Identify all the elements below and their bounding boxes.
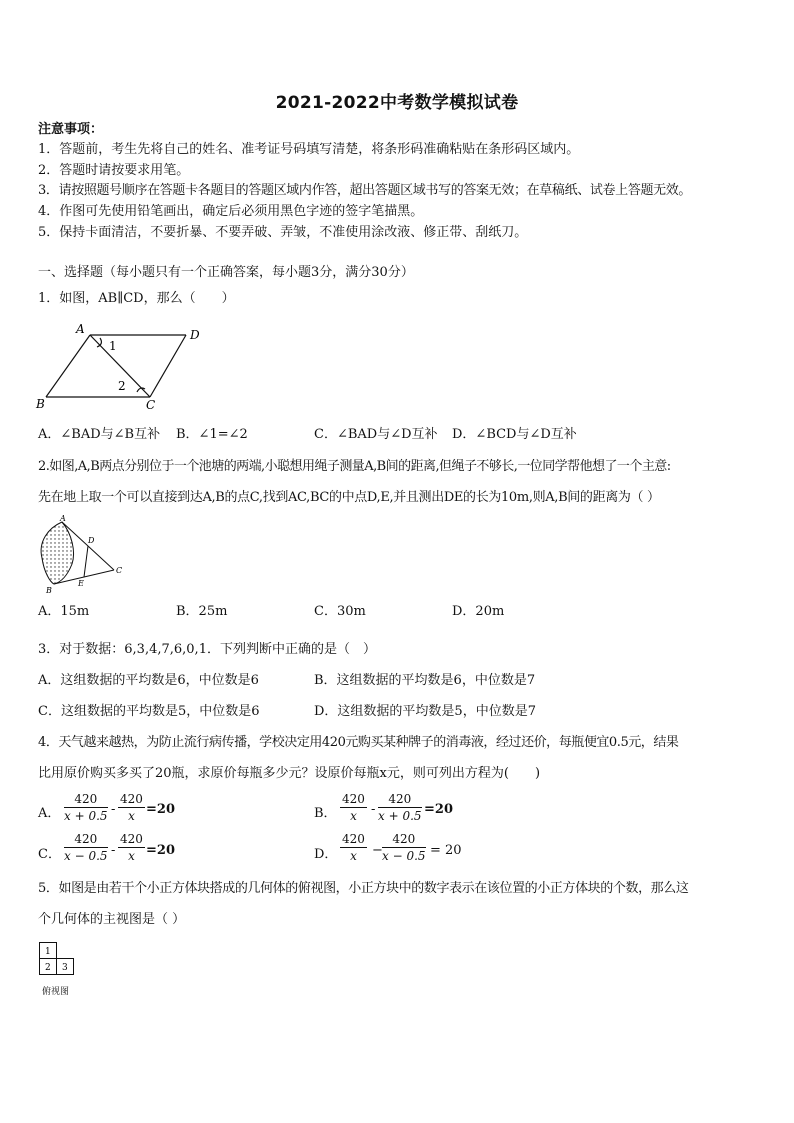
q4-c-fraction-2: $\frac{420}{x}$ <box>120 832 143 863</box>
q2-stem-line1: 2.如图,A,B两点分别位于一个池塘的两端,小聪想用绳子测量A,B间的距离,但绳子不够长,一位同学帮他想了一个主意: <box>38 459 671 474</box>
q2-pond-figure <box>34 514 126 596</box>
q5-grid-cell-3: 3 <box>62 963 68 973</box>
q5-grid-cell-2: 2 <box>45 963 51 973</box>
notice-heading: 注意事项： <box>38 122 104 137</box>
notice-item-1: 1．答题前，考生先将自己的姓名、准考证号码填写清楚，将条形码准确粘贴在条形码区域内。 <box>38 142 580 157</box>
q2-label-d: D <box>88 536 95 545</box>
page-title: 2021-2022中考数学模拟试卷 <box>275 93 519 113</box>
notice-item-5: 5．保持卡面清洁，不要折暴、不要弄破、弄皱，不准使用涂改液、修正带、刮纸刀。 <box>38 225 528 240</box>
q5-stem-line1: 5．如图是由若干个小正方体块搭成的几何体的俯视图，小正方块中的数字表示在该位置的小正方体块的个数，那么这 <box>38 881 689 896</box>
q5-top-view-grid <box>38 941 80 977</box>
q3-option-a: A．这组数据的平均数是6，中位数是6 <box>38 673 259 688</box>
q4-b-fraction-1: $\frac{420}{x}$ <box>342 792 365 823</box>
q1-option-b: B．∠1=∠2 <box>176 427 248 442</box>
q1-option-a: A．∠BAD与∠B互补 <box>38 427 161 442</box>
q3-option-c: C．这组数据的平均数是5，中位数是6 <box>38 704 260 719</box>
q4-option-c-label: C． <box>38 847 61 862</box>
q4-a-minus: - <box>111 802 116 817</box>
q5-caption: 俯视图 <box>42 987 70 997</box>
q1-label-d: D <box>190 328 200 342</box>
q1-label-1: 1 <box>109 339 117 353</box>
q1-label-2: 2 <box>118 379 126 393</box>
q4-c-fraction-1: $\frac{420}{x - 0.5}$ <box>64 832 108 863</box>
q4-d-fraction-2: $\frac{420}{x - 0.5}$ <box>382 832 426 863</box>
q4-option-b-label: B． <box>314 806 337 821</box>
q2-label-c: C <box>116 566 123 575</box>
section-heading: 一、选择题（每小题只有一个正确答案，每小题3分，满分30分） <box>38 265 414 280</box>
q2-label-a: A <box>60 514 66 523</box>
q4-b-equals: =20 <box>424 802 453 817</box>
q2-label-b: B <box>46 586 52 595</box>
q4-b-minus: - <box>371 802 376 817</box>
q4-stem-line1: 4．天气越来越热，为防止流行病传播，学校决定用420元购买某种牌子的消毒液，经过还价，每瓶便宜0.5元，结果 <box>38 735 679 750</box>
q4-a-equals: =20 <box>146 802 175 817</box>
q3-option-d: D．这组数据的平均数是5，中位数是7 <box>314 704 536 719</box>
q4-c-equals: =20 <box>146 843 175 858</box>
q1-label-c: C <box>146 398 156 412</box>
q4-c-minus: - <box>111 843 116 858</box>
notice-item-3: 3．请按照题号顺序在答题卡各题目的答题区域内作答，超出答题区域书写的答案无效；在草稿纸、试卷上答题无效。 <box>38 183 692 198</box>
q4-stem-line2: 比用原价购买多买了20瓶，求原价每瓶多少元？设原价每瓶x元，则可列出方程为( ) <box>38 766 541 781</box>
q4-d-equals: = 20 <box>430 843 462 858</box>
q4-b-fraction-2: $\frac{420}{x + 0.5}$ <box>378 792 422 823</box>
q1-label-b: B <box>36 397 45 411</box>
q1-option-c: C．∠BAD与∠D互补 <box>314 427 438 442</box>
q1-parallelogram-figure <box>34 322 214 414</box>
q5-grid-cell-1: 1 <box>45 947 51 957</box>
q3-stem: 3．对于数据：6,3,4,7,6,0,1．下列判断中正确的是（ ） <box>38 642 376 657</box>
q4-d-fraction-1: $\frac{420}{x}$ <box>342 832 365 863</box>
q1-option-d: D．∠BCD与∠D互补 <box>452 427 577 442</box>
notice-item-4: 4．作图可先使用铅笔画出，确定后必须用黑色字迹的签字笔描黑。 <box>38 204 424 219</box>
q1-stem: 1．如图，AB∥CD，那么（ ） <box>38 291 235 306</box>
notice-item-2: 2．答题时请按要求用笔。 <box>38 163 190 178</box>
q4-option-a-label: A． <box>38 806 61 821</box>
q2-stem-line2: 先在地上取一个可以直接到达A,B的点C,找到AC,BC的中点D,E,并且测出DE的长为10m,则A,B间的距离为（ ） <box>38 490 660 505</box>
q4-a-fraction-1: $\frac{420}{x + 0.5}$ <box>64 792 108 823</box>
q4-a-fraction-2: $\frac{420}{x}$ <box>120 792 143 823</box>
q1-label-a: A <box>76 322 85 336</box>
q2-option-d: D．20m <box>452 604 505 619</box>
q3-option-b: B．这组数据的平均数是6，中位数是7 <box>314 673 536 688</box>
q2-option-a: A．15m <box>38 604 90 619</box>
q2-label-e: E <box>78 579 84 588</box>
q2-option-c: C．30m <box>314 604 366 619</box>
q5-stem-line2: 个几何体的主视图是（ ） <box>38 912 186 927</box>
q2-option-b: B．25m <box>176 604 228 619</box>
q4-option-d-label: D． <box>314 847 338 862</box>
